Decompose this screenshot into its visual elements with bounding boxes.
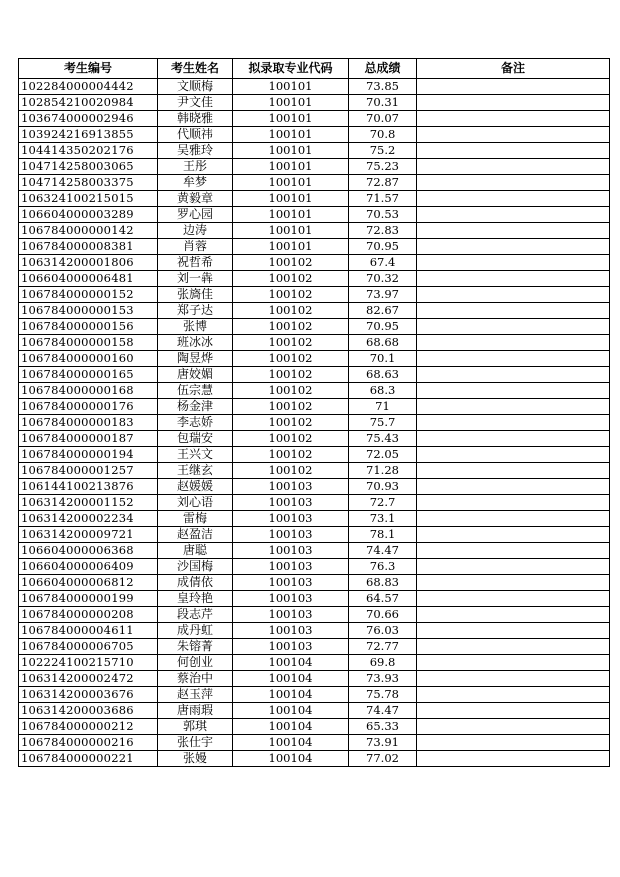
header-total-score: 总成绩 — [349, 59, 417, 79]
table-row — [19, 159, 610, 175]
remarks-cell — [417, 255, 610, 271]
admission-table — [18, 58, 610, 767]
total-score-cell: 73.1 — [349, 511, 417, 527]
remarks-cell — [417, 399, 610, 415]
total-score-cell: 70.31 — [349, 95, 417, 111]
table-row — [19, 671, 610, 687]
major-code-cell: 100103 — [233, 527, 349, 543]
major-code-cell: 100102 — [233, 303, 349, 319]
major-code-cell: 100103 — [233, 543, 349, 559]
total-score-cell: 73.93 — [349, 671, 417, 687]
table-row — [19, 735, 610, 751]
total-score-cell: 70.07 — [349, 111, 417, 127]
candidate-id-cell: 106784000000152 — [19, 287, 158, 303]
candidate-name-cell: 尹文佳 — [158, 95, 233, 111]
table-row — [19, 95, 610, 111]
remarks-cell — [417, 191, 610, 207]
candidate-name-cell: 郑子达 — [158, 303, 233, 319]
candidate-name-cell: 雷梅 — [158, 511, 233, 527]
total-score-cell: 76.03 — [349, 623, 417, 639]
candidate-id-cell: 106784000000199 — [19, 591, 158, 607]
table-row — [19, 223, 610, 239]
major-code-cell: 100101 — [233, 175, 349, 191]
candidate-name-cell: 刘心语 — [158, 495, 233, 511]
candidate-name-cell: 王继玄 — [158, 463, 233, 479]
candidate-name-cell: 郭琪 — [158, 719, 233, 735]
table-row — [19, 271, 610, 287]
total-score-cell: 72.83 — [349, 223, 417, 239]
major-code-cell: 100102 — [233, 383, 349, 399]
table-row — [19, 383, 610, 399]
remarks-cell — [417, 127, 610, 143]
candidate-id-cell: 106324100215015 — [19, 191, 158, 207]
total-score-cell: 70.8 — [349, 127, 417, 143]
table-row — [19, 479, 610, 495]
candidate-name-cell: 张博 — [158, 319, 233, 335]
remarks-cell — [417, 751, 610, 767]
major-code-cell: 100102 — [233, 351, 349, 367]
remarks-cell — [417, 287, 610, 303]
major-code-cell: 100101 — [233, 207, 349, 223]
candidate-id-cell: 103924216913855 — [19, 127, 158, 143]
candidate-name-cell: 朱镕菁 — [158, 639, 233, 655]
remarks-cell — [417, 95, 610, 111]
candidate-id-cell: 106314200001806 — [19, 255, 158, 271]
major-code-cell: 100104 — [233, 719, 349, 735]
table-row — [19, 703, 610, 719]
candidate-id-cell: 102224100215710 — [19, 655, 158, 671]
table-row — [19, 495, 610, 511]
major-code-cell: 100103 — [233, 607, 349, 623]
total-score-cell: 69.8 — [349, 655, 417, 671]
major-code-cell: 100101 — [233, 127, 349, 143]
candidate-id-cell: 106784000000156 — [19, 319, 158, 335]
remarks-cell — [417, 431, 610, 447]
candidate-name-cell: 唐姣媚 — [158, 367, 233, 383]
total-score-cell: 68.83 — [349, 575, 417, 591]
table-row — [19, 751, 610, 767]
table-row — [19, 207, 610, 223]
candidate-name-cell: 李志娇 — [158, 415, 233, 431]
total-score-cell: 70.66 — [349, 607, 417, 623]
candidate-name-cell: 黄毅章 — [158, 191, 233, 207]
remarks-cell — [417, 607, 610, 623]
major-code-cell: 100103 — [233, 479, 349, 495]
candidate-id-cell: 106784000001257 — [19, 463, 158, 479]
remarks-cell — [417, 207, 610, 223]
candidate-name-cell: 何创业 — [158, 655, 233, 671]
candidate-id-cell: 106784000000153 — [19, 303, 158, 319]
table-row — [19, 127, 610, 143]
candidate-id-cell: 103674000002946 — [19, 111, 158, 127]
table-row — [19, 591, 610, 607]
total-score-cell: 71.28 — [349, 463, 417, 479]
total-score-cell: 70.32 — [349, 271, 417, 287]
table-row — [19, 543, 610, 559]
candidate-id-cell: 106784000006705 — [19, 639, 158, 655]
candidate-id-cell: 106604000006481 — [19, 271, 158, 287]
major-code-cell: 100103 — [233, 591, 349, 607]
header-candidate-id: 考生编号 — [19, 59, 158, 79]
candidate-id-cell: 102854210020984 — [19, 95, 158, 111]
remarks-cell — [417, 79, 610, 95]
candidate-id-cell: 106784000000216 — [19, 735, 158, 751]
table-row — [19, 447, 610, 463]
table-row — [19, 111, 610, 127]
total-score-cell: 64.57 — [349, 591, 417, 607]
candidate-name-cell: 罗心园 — [158, 207, 233, 223]
candidate-name-cell: 唐雨瑕 — [158, 703, 233, 719]
major-code-cell: 100101 — [233, 111, 349, 127]
table-row — [19, 287, 610, 303]
table-row — [19, 527, 610, 543]
table-row — [19, 239, 610, 255]
remarks-cell — [417, 415, 610, 431]
total-score-cell: 75.2 — [349, 143, 417, 159]
candidate-id-cell: 106784000004611 — [19, 623, 158, 639]
total-score-cell: 70.95 — [349, 239, 417, 255]
total-score-cell: 65.33 — [349, 719, 417, 735]
remarks-cell — [417, 239, 610, 255]
candidate-id-cell: 104414350202176 — [19, 143, 158, 159]
major-code-cell: 100101 — [233, 79, 349, 95]
table-row — [19, 687, 610, 703]
candidate-name-cell: 韩晓雅 — [158, 111, 233, 127]
candidate-name-cell: 张嫚 — [158, 751, 233, 767]
table-row — [19, 623, 610, 639]
major-code-cell: 100101 — [233, 159, 349, 175]
candidate-name-cell: 肖蓉 — [158, 239, 233, 255]
candidate-id-cell: 106314200003676 — [19, 687, 158, 703]
remarks-cell — [417, 623, 610, 639]
total-score-cell: 68.68 — [349, 335, 417, 351]
candidate-id-cell: 104714258003065 — [19, 159, 158, 175]
major-code-cell: 100101 — [233, 143, 349, 159]
candidate-name-cell: 成丹虹 — [158, 623, 233, 639]
candidate-id-cell: 106784000000160 — [19, 351, 158, 367]
major-code-cell: 100101 — [233, 223, 349, 239]
remarks-cell — [417, 559, 610, 575]
major-code-cell: 100104 — [233, 671, 349, 687]
candidate-id-cell: 106784000000183 — [19, 415, 158, 431]
table-row — [19, 143, 610, 159]
candidate-id-cell: 106784000000194 — [19, 447, 158, 463]
table-row — [19, 335, 610, 351]
major-code-cell: 100103 — [233, 511, 349, 527]
major-code-cell: 100101 — [233, 95, 349, 111]
remarks-cell — [417, 479, 610, 495]
candidate-id-cell: 106604000003289 — [19, 207, 158, 223]
remarks-cell — [417, 591, 610, 607]
candidate-name-cell: 段志芹 — [158, 607, 233, 623]
total-score-cell: 70.93 — [349, 479, 417, 495]
candidate-name-cell: 张仕宇 — [158, 735, 233, 751]
remarks-cell — [417, 687, 610, 703]
major-code-cell: 100103 — [233, 639, 349, 655]
total-score-cell: 72.87 — [349, 175, 417, 191]
table-row — [19, 639, 610, 655]
candidate-name-cell: 陶昱烨 — [158, 351, 233, 367]
candidate-id-cell: 106784000000187 — [19, 431, 158, 447]
major-code-cell: 100102 — [233, 367, 349, 383]
table-row — [19, 655, 610, 671]
major-code-cell: 100102 — [233, 463, 349, 479]
table-row — [19, 255, 610, 271]
table-row — [19, 303, 610, 319]
remarks-cell — [417, 175, 610, 191]
major-code-cell: 100102 — [233, 447, 349, 463]
remarks-cell — [417, 159, 610, 175]
table-row — [19, 191, 610, 207]
table-row — [19, 559, 610, 575]
total-score-cell: 73.91 — [349, 735, 417, 751]
remarks-cell — [417, 223, 610, 239]
candidate-id-cell: 106784000000176 — [19, 399, 158, 415]
major-code-cell: 100103 — [233, 559, 349, 575]
remarks-cell — [417, 527, 610, 543]
major-code-cell: 100102 — [233, 319, 349, 335]
total-score-cell: 71.57 — [349, 191, 417, 207]
total-score-cell: 70.95 — [349, 319, 417, 335]
total-score-cell: 82.67 — [349, 303, 417, 319]
remarks-cell — [417, 495, 610, 511]
candidate-id-cell: 106784000000212 — [19, 719, 158, 735]
total-score-cell: 75.7 — [349, 415, 417, 431]
candidate-name-cell: 王彤 — [158, 159, 233, 175]
total-score-cell: 76.3 — [349, 559, 417, 575]
major-code-cell: 100102 — [233, 399, 349, 415]
candidate-id-cell: 106144100213876 — [19, 479, 158, 495]
remarks-cell — [417, 351, 610, 367]
header-remarks: 备注 — [417, 59, 610, 79]
candidate-id-cell: 106314200001152 — [19, 495, 158, 511]
major-code-cell: 100103 — [233, 575, 349, 591]
candidate-id-cell: 106314200003686 — [19, 703, 158, 719]
candidate-id-cell: 106784000000158 — [19, 335, 158, 351]
major-code-cell: 100102 — [233, 271, 349, 287]
major-code-cell: 100102 — [233, 287, 349, 303]
remarks-cell — [417, 335, 610, 351]
candidate-name-cell: 牟梦 — [158, 175, 233, 191]
candidate-name-cell: 唐聪 — [158, 543, 233, 559]
remarks-cell — [417, 143, 610, 159]
remarks-cell — [417, 639, 610, 655]
table-row — [19, 175, 610, 191]
major-code-cell: 100102 — [233, 255, 349, 271]
remarks-cell — [417, 575, 610, 591]
remarks-cell — [417, 383, 610, 399]
major-code-cell: 100104 — [233, 703, 349, 719]
candidate-name-cell: 代顺祎 — [158, 127, 233, 143]
candidate-name-cell: 吴雅玲 — [158, 143, 233, 159]
total-score-cell: 74.47 — [349, 543, 417, 559]
header-row — [19, 59, 610, 79]
total-score-cell: 72.7 — [349, 495, 417, 511]
total-score-cell: 78.1 — [349, 527, 417, 543]
table-row — [19, 79, 610, 95]
candidate-id-cell: 106604000006368 — [19, 543, 158, 559]
remarks-cell — [417, 703, 610, 719]
remarks-cell — [417, 111, 610, 127]
candidate-name-cell: 赵玉萍 — [158, 687, 233, 703]
table-body — [19, 79, 610, 767]
remarks-cell — [417, 463, 610, 479]
candidate-id-cell: 106314200002472 — [19, 671, 158, 687]
remarks-cell — [417, 271, 610, 287]
candidate-name-cell: 沙国梅 — [158, 559, 233, 575]
candidate-name-cell: 包瑞安 — [158, 431, 233, 447]
major-code-cell: 100104 — [233, 687, 349, 703]
total-score-cell: 75.43 — [349, 431, 417, 447]
candidate-id-cell: 102284000004442 — [19, 79, 158, 95]
candidate-name-cell: 边涛 — [158, 223, 233, 239]
total-score-cell: 70.1 — [349, 351, 417, 367]
candidate-name-cell: 刘一犇 — [158, 271, 233, 287]
total-score-cell: 73.97 — [349, 287, 417, 303]
table-row — [19, 463, 610, 479]
table-row — [19, 431, 610, 447]
total-score-cell: 72.05 — [349, 447, 417, 463]
major-code-cell: 100102 — [233, 431, 349, 447]
table-row — [19, 415, 610, 431]
remarks-cell — [417, 735, 610, 751]
total-score-cell: 68.3 — [349, 383, 417, 399]
candidate-name-cell: 张旖佳 — [158, 287, 233, 303]
major-code-cell: 100103 — [233, 623, 349, 639]
major-code-cell: 100102 — [233, 335, 349, 351]
major-code-cell: 100102 — [233, 415, 349, 431]
header-major-code: 拟录取专业代码 — [233, 59, 349, 79]
candidate-name-cell: 伍宗慧 — [158, 383, 233, 399]
candidate-name-cell: 赵媛媛 — [158, 479, 233, 495]
remarks-cell — [417, 511, 610, 527]
candidate-name-cell: 王兴文 — [158, 447, 233, 463]
candidate-name-cell: 班冰冰 — [158, 335, 233, 351]
remarks-cell — [417, 303, 610, 319]
major-code-cell: 100104 — [233, 735, 349, 751]
total-score-cell: 74.47 — [349, 703, 417, 719]
total-score-cell: 71 — [349, 399, 417, 415]
table-row — [19, 719, 610, 735]
table-row — [19, 399, 610, 415]
table-row — [19, 575, 610, 591]
candidate-id-cell: 106784000000221 — [19, 751, 158, 767]
remarks-cell — [417, 671, 610, 687]
candidate-name-cell: 祝哲希 — [158, 255, 233, 271]
total-score-cell: 75.78 — [349, 687, 417, 703]
candidate-id-cell: 106784000008381 — [19, 239, 158, 255]
candidate-id-cell: 106314200002234 — [19, 511, 158, 527]
total-score-cell: 77.02 — [349, 751, 417, 767]
candidate-name-cell: 赵盈洁 — [158, 527, 233, 543]
table-row — [19, 607, 610, 623]
candidate-id-cell: 106784000000165 — [19, 367, 158, 383]
total-score-cell: 72.77 — [349, 639, 417, 655]
candidate-id-cell: 106604000006409 — [19, 559, 158, 575]
candidate-id-cell: 106604000006812 — [19, 575, 158, 591]
table-row — [19, 511, 610, 527]
table-row — [19, 319, 610, 335]
table-row — [19, 367, 610, 383]
candidate-name-cell: 文顺梅 — [158, 79, 233, 95]
total-score-cell: 68.63 — [349, 367, 417, 383]
candidate-id-cell: 106784000000142 — [19, 223, 158, 239]
major-code-cell: 100104 — [233, 655, 349, 671]
candidate-name-cell: 成倩依 — [158, 575, 233, 591]
total-score-cell: 73.85 — [349, 79, 417, 95]
candidate-id-cell: 106784000000168 — [19, 383, 158, 399]
total-score-cell: 67.4 — [349, 255, 417, 271]
candidate-id-cell: 106314200009721 — [19, 527, 158, 543]
remarks-cell — [417, 367, 610, 383]
remarks-cell — [417, 319, 610, 335]
remarks-cell — [417, 719, 610, 735]
candidate-name-cell: 皇玲艳 — [158, 591, 233, 607]
remarks-cell — [417, 655, 610, 671]
candidate-id-cell: 104714258003375 — [19, 175, 158, 191]
candidate-id-cell: 106784000000208 — [19, 607, 158, 623]
total-score-cell: 70.53 — [349, 207, 417, 223]
remarks-cell — [417, 447, 610, 463]
candidate-name-cell: 杨金津 — [158, 399, 233, 415]
major-code-cell: 100101 — [233, 239, 349, 255]
table-row — [19, 351, 610, 367]
header-candidate-name: 考生姓名 — [158, 59, 233, 79]
candidate-name-cell: 蔡治中 — [158, 671, 233, 687]
major-code-cell: 100103 — [233, 495, 349, 511]
total-score-cell: 75.23 — [349, 159, 417, 175]
major-code-cell: 100104 — [233, 751, 349, 767]
remarks-cell — [417, 543, 610, 559]
major-code-cell: 100101 — [233, 191, 349, 207]
